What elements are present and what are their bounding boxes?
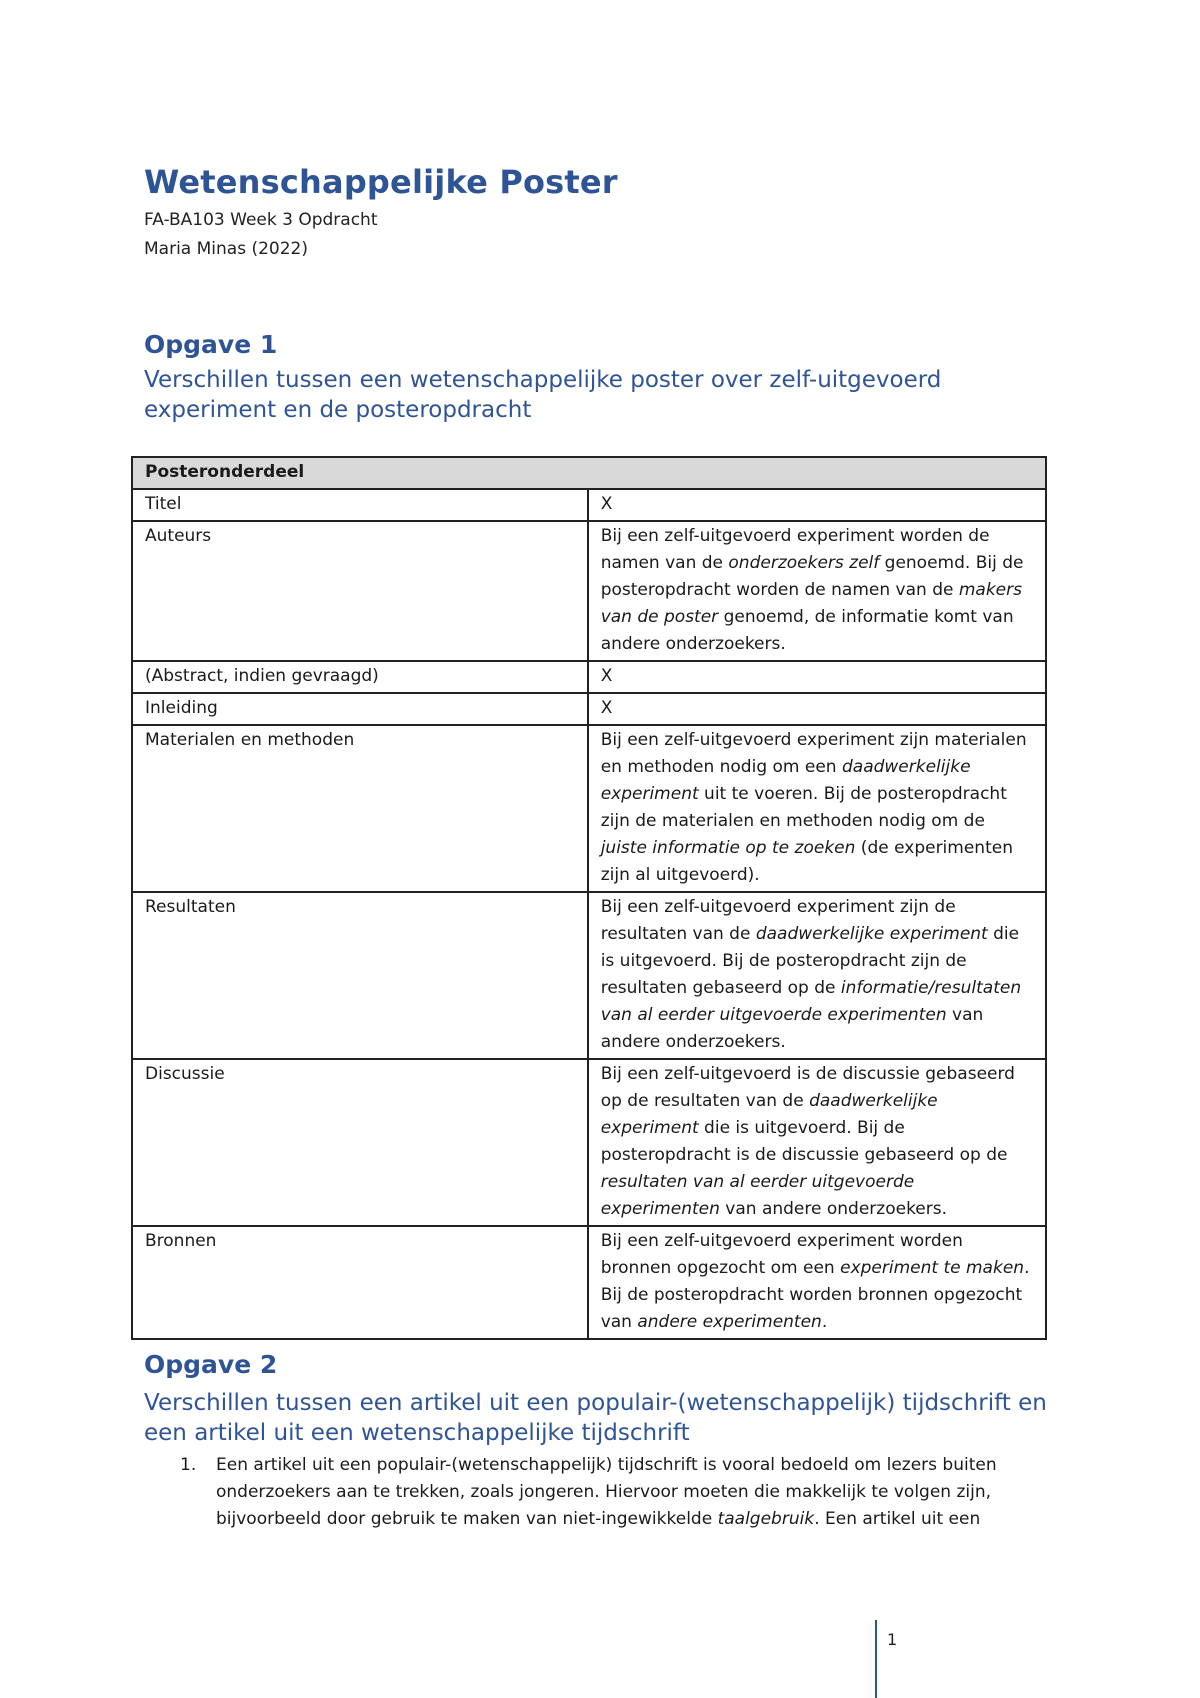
desc-emphasis: makers van de poster (600, 580, 1022, 627)
table-row (132, 661, 1046, 693)
row-desc (588, 725, 1046, 892)
section2-subheading: Verschillen tussen een artikel uit een populair-(wetenschappelijk) tijdschrift en een artikel uit een wetenschappelijke tijdschrift (144, 1390, 1047, 1446)
desc-emphasis: onderzoekers zelf (728, 553, 880, 573)
desc-text: Bij een zelf-uitgevoerd experiment worden de namen van de (600, 526, 990, 573)
section1-heading: Opgave 1 (144, 330, 278, 359)
author-line: Maria Minas (2022) (144, 239, 308, 259)
desc-text: (de experimenten zijn al uitgevoerd). (600, 838, 1013, 885)
table-row (132, 1226, 1046, 1339)
row-desc: X (588, 693, 1046, 725)
answer-list (144, 1452, 1044, 1533)
desc-text: die is uitgevoerd. Bij de posteropdracht is de discussie gebaseerd op de (600, 1118, 1008, 1165)
page-number: 1 (887, 1630, 898, 1649)
row-desc: X (588, 661, 1046, 693)
row-part: Discussie (132, 1059, 588, 1226)
row-desc (588, 1059, 1046, 1226)
row-part: Materialen en methoden (132, 725, 588, 892)
table-row (132, 693, 1046, 725)
list-emphasis: taalgebruik (717, 1509, 815, 1529)
table-row (132, 1059, 1046, 1226)
course-code: FA-BA103 Week 3 Opdracht (144, 210, 378, 230)
desc-emphasis: informatie/resultaten van al eerder uitgevoerde experimenten (600, 978, 1022, 1025)
desc-text: genoemd, de informatie komt van andere onderzoekers. (600, 607, 1014, 654)
row-part: Titel (132, 489, 588, 521)
desc-text: van andere onderzoekers. (719, 1199, 948, 1219)
poster-comparison-table (131, 456, 1047, 1340)
table-header-row (132, 457, 1046, 489)
table-header-cell: Posteronderdeel (132, 457, 1046, 489)
section2-heading: Opgave 2 (144, 1350, 278, 1379)
list-text: . Een artikel uit een (814, 1509, 981, 1529)
list-text: Een artikel uit een populair-(wetenschappelijk) tijdschrift is vooral bedoeld om lezers buiten onderzoekers aan te trekken, zoals jongeren. Hiervoor moeten die makkelijk te volgen zijn, bijvoorbeeld door gebruik te maken van niet-ingewikkelde (216, 1455, 997, 1529)
table-row (132, 489, 1046, 521)
desc-text: Bij een zelf-uitgevoerd is de discussie gebaseerd op de resultaten van de (600, 1064, 1015, 1111)
row-part: Bronnen (132, 1226, 588, 1339)
table-row (132, 521, 1046, 661)
row-part: Resultaten (132, 892, 588, 1059)
row-part: (Abstract, indien gevraagd) (132, 661, 588, 693)
desc-text: . (821, 1312, 828, 1332)
row-part: Auteurs (132, 521, 588, 661)
row-desc (588, 892, 1046, 1059)
table-row (132, 892, 1046, 1059)
desc-emphasis: experiment te maken (840, 1258, 1025, 1278)
desc-emphasis: andere experimenten (637, 1312, 822, 1332)
desc-emphasis: daadwerkelijke experiment (600, 757, 971, 804)
desc-text: uit te voeren. Bij de posteropdracht zijn de materialen en methoden nodig om de (600, 784, 1007, 831)
desc-text: Bij een zelf-uitgevoerd experiment zijn de resultaten van de (600, 897, 956, 944)
footer-rule (875, 1620, 877, 1698)
row-desc (588, 1226, 1046, 1339)
desc-text: Bij een zelf-uitgevoerd experiment worden bronnen opgezocht om een (600, 1231, 963, 1278)
desc-emphasis: juiste informatie op te zoeken (600, 838, 856, 858)
desc-emphasis: daadwerkelijke experiment (600, 1091, 938, 1138)
list-number: 1. (180, 1455, 197, 1475)
desc-text: genoemd. Bij de posteropdracht worden de namen van de (600, 553, 1024, 600)
document-title: Wetenschappelijke Poster (144, 163, 618, 201)
desc-text: Bij een zelf-uitgevoerd experiment zijn materialen en methoden nodig om een (600, 730, 1027, 777)
row-desc: X (588, 489, 1046, 521)
desc-text: die is uitgevoerd. Bij de posteropdracht zijn de resultaten gebaseerd op de (600, 924, 1020, 998)
desc-emphasis: resultaten van al eerder uitgevoerde experimenten (600, 1172, 915, 1219)
desc-emphasis: daadwerkelijke experiment (755, 924, 988, 944)
section1-subheading: Verschillen tussen een wetenschappelijke poster over zelf-uitgevoerd experiment en de posteropdracht (144, 367, 942, 423)
desc-text: . Bij de posteropdracht worden bronnen opgezocht van (600, 1258, 1030, 1332)
table-row (132, 725, 1046, 892)
row-desc (588, 521, 1046, 661)
desc-text: van andere onderzoekers. (600, 1005, 984, 1052)
row-part: Inleiding (132, 693, 588, 725)
list-item (144, 1452, 1044, 1533)
